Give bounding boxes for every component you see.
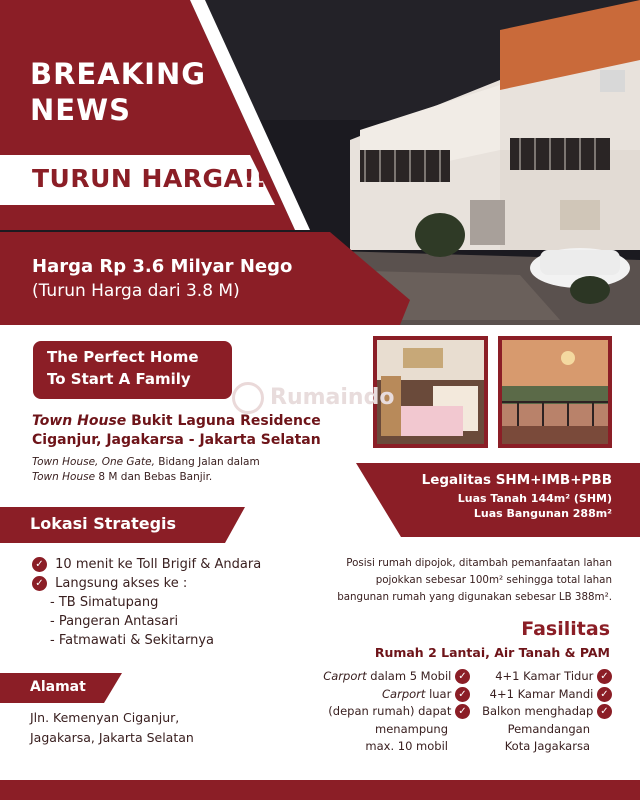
- building-area: Luas Bangunan 288m²: [473, 507, 612, 520]
- watermark: [232, 382, 394, 414]
- property-desc-2: Town House 8 M dan Bebas Banjir.: [32, 471, 213, 483]
- facility-item: 4+1 Kamar Tidur ✓: [482, 668, 612, 686]
- facilities-right: [482, 668, 612, 756]
- address-text: Jln. Kemenyan Ciganjur, Jagakarsa, Jakarta Selatan: [30, 710, 194, 745]
- facility-item: Balkon menghadap ✓: [482, 703, 612, 721]
- facility-item-cont: Kota Jagakarsa: [504, 739, 590, 753]
- balcony-photo: [498, 336, 612, 448]
- price-main: Harga Rp 3.6 Milyar Nego: [32, 256, 293, 277]
- address-title: Alamat: [30, 679, 86, 695]
- location-item: ✓ 10 menit ke Toll Brigif & Andara: [32, 557, 261, 572]
- position-note: Posisi rumah dipojok, ditambah pemanfaatan lahan pojokkan sebesar 100m² sehingga total lahan bangunan rumah yang digunakan sebesar LB 388m².: [337, 557, 612, 603]
- check-icon: ✓: [455, 669, 470, 684]
- location-item: ✓ Langsung akses ke :: [32, 576, 261, 591]
- legal-block: [422, 472, 612, 520]
- location-subitem: - Pangeran Antasari: [50, 614, 179, 629]
- check-icon: ✓: [455, 687, 470, 702]
- facilities-title: Fasilitas: [521, 618, 610, 640]
- headline-line1: BREAKING: [30, 57, 207, 91]
- price-sub: (Turun Harga dari 3.8 M): [32, 281, 240, 301]
- facility-item-cont: Pemandangan: [507, 721, 590, 736]
- facility-item: Carport dalam 5 Mobil ✓: [323, 668, 470, 686]
- facilities-left: [323, 668, 470, 756]
- location-title: Lokasi Strategis: [30, 514, 177, 533]
- check-icon: ✓: [32, 557, 47, 572]
- headline-line2: NEWS: [30, 93, 131, 127]
- facility-item: Carport luar ✓: [323, 686, 470, 704]
- property-name-rest: Bukit Laguna Residence: [126, 413, 321, 429]
- legal-title: Legalitas SHM+IMB+PBB: [421, 472, 612, 488]
- price-block: [32, 256, 292, 301]
- tagline-line2: To Start A Family: [47, 370, 191, 388]
- turun-harga-label: TURUN HARGA!!: [32, 164, 268, 193]
- land-area: Luas Tanah 144m² (SHM): [457, 492, 612, 505]
- property-desc-1: Town House, One Gate, Bidang Jalan dalam: [32, 456, 260, 468]
- check-icon: ✓: [597, 704, 612, 719]
- facility-item: 4+1 Kamar Mandi ✓: [482, 686, 612, 704]
- facility-item-cont: max. 10 mobil: [365, 739, 448, 753]
- check-icon: ✓: [597, 669, 612, 684]
- location-subitem: - TB Simatupang: [50, 595, 159, 610]
- property-name: [32, 413, 321, 429]
- location-subitem: - Fatmawati & Sekitarnya: [50, 633, 214, 648]
- watermark-text: Rumaindo: [270, 385, 395, 410]
- property-type: Town House: [32, 413, 127, 429]
- facility-item: (depan rumah) dapat ✓: [323, 703, 470, 721]
- tagline-box: [33, 341, 232, 399]
- watermark-icon: [232, 382, 264, 414]
- property-info: [32, 413, 321, 483]
- facilities-subtitle: Rumah 2 Lantai, Air Tanah & PAM: [374, 645, 610, 660]
- check-icon: ✓: [597, 687, 612, 702]
- breaking-news-title: [30, 56, 206, 128]
- tagline-line1: The Perfect Home: [47, 348, 199, 366]
- check-icon: ✓: [455, 704, 470, 719]
- location-list: [32, 557, 261, 648]
- check-icon: ✓: [32, 576, 47, 591]
- facility-item-cont: menampung: [375, 721, 448, 736]
- property-address: Ciganjur, Jagakarsa - Jakarta Selatan: [32, 432, 321, 448]
